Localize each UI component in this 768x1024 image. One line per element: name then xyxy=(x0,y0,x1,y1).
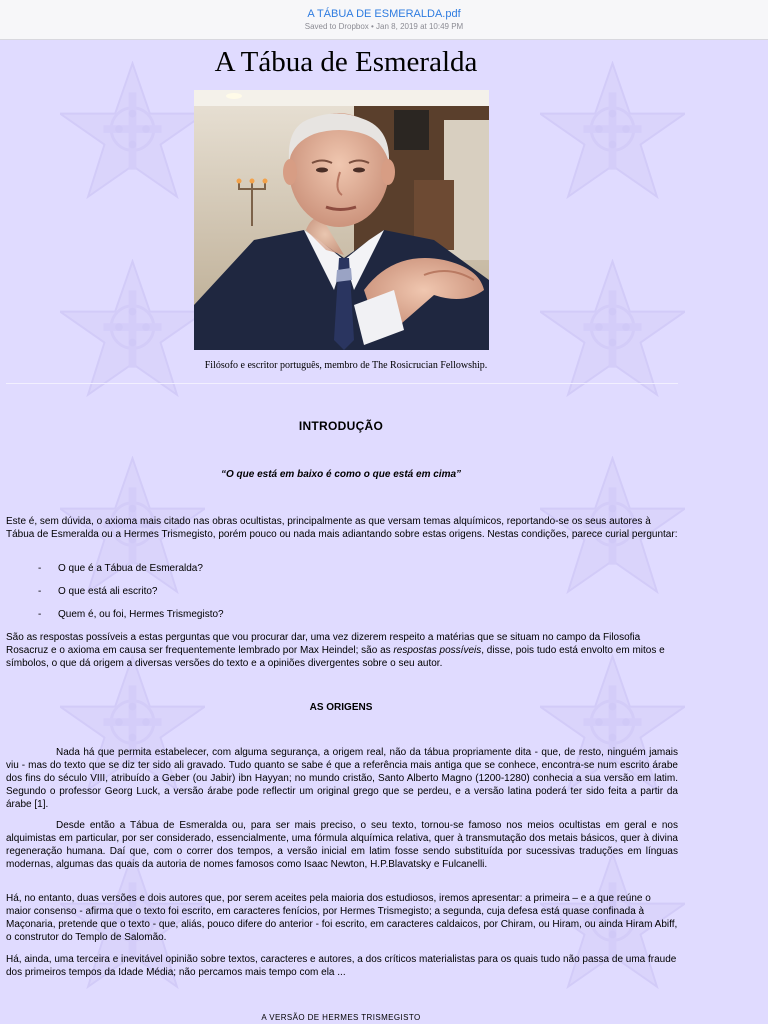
saved-info: Saved to Dropbox • Jan 8, 2019 at 10:49 PM xyxy=(304,22,464,31)
rosicrucian-star-icon xyxy=(540,259,685,399)
list-dash: - xyxy=(38,609,42,620)
rosicrucian-star-icon xyxy=(60,61,205,201)
paragraph-respostas-part-2: , disse, pois tudo está envolto em mitos e símbolos, o que dá origem a diversas versões do texto e a opiniões divergentes sobre o seu autor. xyxy=(6,645,665,669)
rosicrucian-star-icon xyxy=(540,61,685,201)
document-title: A Tábua de Esmeralda xyxy=(214,46,478,78)
paragraph-respostas-part-1: São as respostas possíveis a estas perguntas que vou procurar dar, uma vez dizerem respeito a matérias que se situam no campo da Filosofia Rosacruz e o axioma em causa ser frequentemente lembrado por Max Heindel; são as xyxy=(6,632,641,656)
list-item xyxy=(38,563,203,574)
list-item xyxy=(38,609,224,620)
paragraph-desde-entao-text: Desde então a Tábua de Esmeralda ou, para ser mais preciso, o seu texto, tornou-se famoso nos meios ocultistas em geral e nos alquimistas em particular, por ser considerado, essencialmente, uma fórmula alquímica relativa, quer à transmutação dos metais básicos, quer à divina regeneração humana. Daí que, com o correr dos tempos, a versão inicial em latim fosse sendo substituída por sucessivas traduções em línguas modernas, algumas das quais da autoria de nomes famosos como Isaac Newton, H.P.Blavatsky e Fulcanelli. xyxy=(6,820,678,870)
section-heading-versao: A VERSÃO DE HERMES TRISMEGISTO xyxy=(261,1013,421,1022)
list-dash: - xyxy=(38,563,42,574)
paragraph-duas-versoes: Há, no entanto, duas versões e dois autores que, por serem aceites pela maioria dos estudiosos, iremos apresentar: a primeira – e a que reúne o maior consenso - afirma que o texto foi escrito, em caracteres fenícios, por Hermes Trismegisto; a segunda, cuja defesa está quase confinada à Maçonaria, pretende que o texto - que, aliás, pouco difere do anterior - foi escrito, em caracteres caldaicos, por Chiram, ou Hiram, ou ainda Hiram Abiff, o construtor do Templo de Salomão. xyxy=(6,893,678,943)
list-item xyxy=(38,586,158,597)
section-heading-origens: AS ORIGENS xyxy=(309,702,373,713)
author-photo xyxy=(194,90,489,350)
horizontal-divider xyxy=(6,383,678,384)
paragraph-respostas xyxy=(6,631,678,670)
paragraph-terceira-opiniao: Há, ainda, uma terceira e inevitável opinião sobre textos, caracteres e autores, a dos críticos materialistas para os quais tudo não passa de uma fraude dos primeiros tempos da Idade Média; não percamos mais tempo com ela ... xyxy=(6,954,677,978)
pdf-page[interactable] xyxy=(0,41,768,1024)
photo-caption: Filósofo e escritor português, membro de The Rosicrucian Fellowship. xyxy=(204,360,488,371)
list-item-text: Quem é, ou foi, Hermes Trismegisto? xyxy=(58,609,224,620)
paragraph-intro: Este é, sem dúvida, o axioma mais citado nas obras ocultistas, principalmente as que versam temas alquímicos, reportando-se os seus autores à Tábua de Esmeralda ou a Hermes Trismegisto, porém pouco ou nada mais adiantando sobre estas origens. Nestas condições, parece curial perguntar: xyxy=(6,516,678,540)
list-item-text: O que é a Tábua de Esmeralda? xyxy=(58,563,203,574)
paragraph-respostas-emphasis: respostas possíveis xyxy=(393,645,482,656)
viewer-header xyxy=(0,0,768,40)
list-dash: - xyxy=(38,586,42,597)
axiom-quote: “O que está em baixo é como o que está em cima” xyxy=(220,469,462,480)
paragraph-origem-text: Nada há que permita estabelecer, com alguma segurança, a origem real, não da tábua propriamente dita - que, de resto, ninguém jamais viu - mas do texto que se diz ter sido ali gravado. Tudo quanto se sabe é que a referência mais antiga que se conhece, encontra-se num escrito árabe dos fins do século VIII, atribuído a Geber (ou Jabir) ibn Hayyan; no mundo cristão, Santo Alberto Magno (1200-1280) conhecia a sua versão em latim. Segundo o professor Georg Luck, a versão árabe pode reflectir um original grego que se perdeu, e a versão latina poderá ter sido feita a partir da árabe [1]. xyxy=(6,747,678,810)
section-heading-introducao: INTRODUÇÃO xyxy=(298,419,384,433)
paragraph-origem xyxy=(6,746,678,811)
file-name[interactable]: A TÁBUA DE ESMERALDA.pdf xyxy=(307,8,461,20)
rosicrucian-star-icon xyxy=(60,259,205,399)
paragraph-desde-entao xyxy=(6,819,678,871)
list-item-text: O que está ali escrito? xyxy=(58,586,158,597)
